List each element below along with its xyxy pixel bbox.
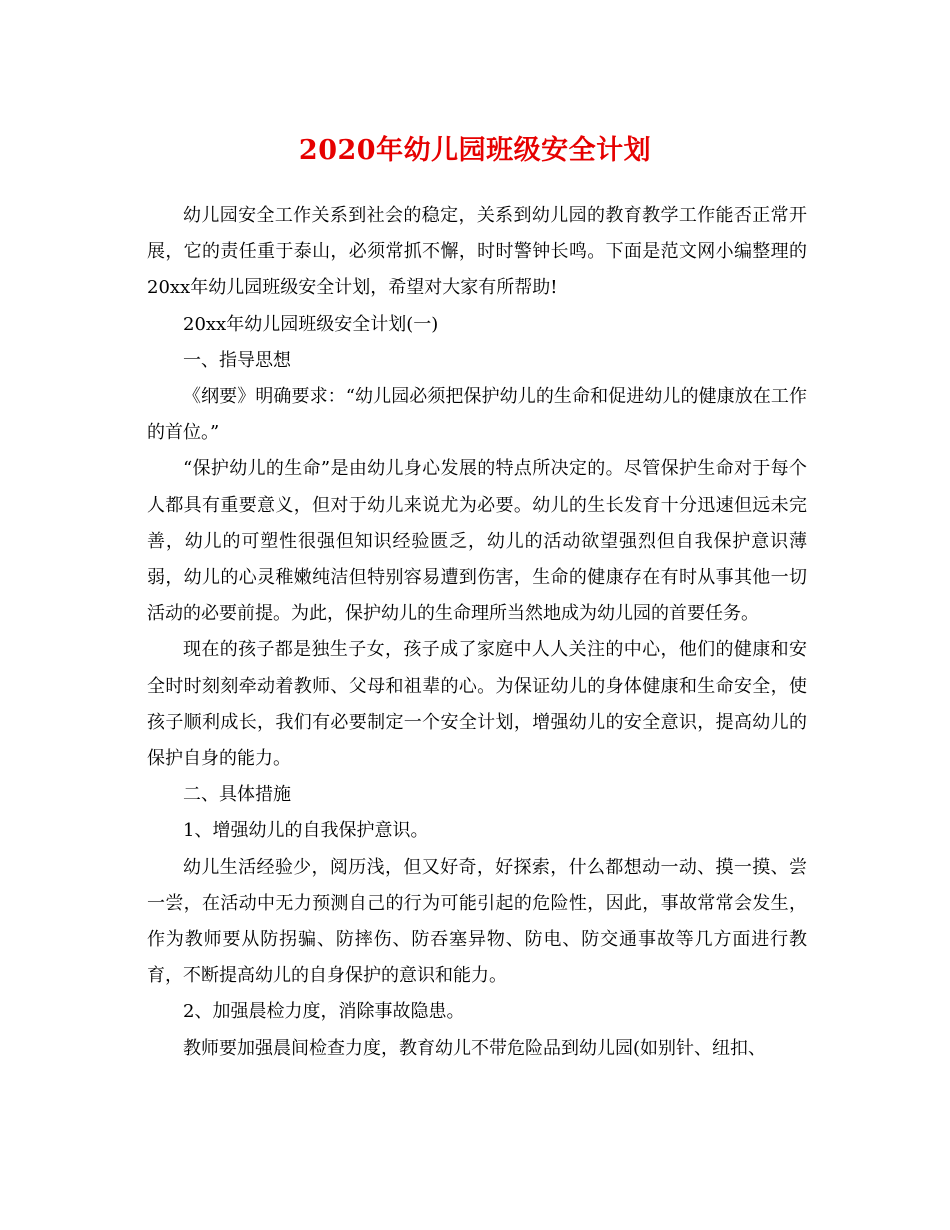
paragraph-measure-2: 教师要加强晨间检查力度，教育幼儿不带危险品到幼儿园(如别针、纽扣、: [183, 1037, 767, 1059]
document-body: [147, 198, 807, 1067]
paragraph-outline-requirement: 《纲要》明确要求：“幼儿园必须把保护幼儿的生命和促进幼儿的健康放在工作的首位。”: [147, 386, 807, 444]
paragraph-plan-heading: 20xx年幼儿园班级安全计划(一): [183, 313, 439, 335]
measure-heading-2: 2、加强晨检力度，消除事故隐患。: [183, 1001, 465, 1023]
section-heading-measures: 二、具体措施: [183, 784, 291, 806]
paragraph-only-children: 现在的孩子都是独生子女，孩子成了家庭中人人关注的中心，他们的健康和安全时时刻刻牵动着教师、父母和祖辈的心。为保证幼儿的身体健康和生命安全，使孩子顺利成长，我们有必要制定一个安全计划，增强幼儿的安全意识，提高幼儿的保护自身的能力。: [147, 639, 807, 770]
paragraph-protect-life: “保护幼儿的生命”是由幼儿身心发展的特点所决定的。尽管保护生命对于每个人都具有重要意义，但对于幼儿来说尤为必要。幼儿的生长发育十分迅速但远未完善，幼儿的可塑性很强但知识经验匮乏，幼儿的活动欲望强烈但自我保护意识薄弱，幼儿的心灵稚嫩纯洁但特别容易遭到伤害，生命的健康存在有时从事其他一切活动的必要前提。为此，保护幼儿的生命理所当然地成为幼儿园的首要任务。: [147, 458, 807, 625]
paragraph-intro: 幼儿园安全工作关系到社会的稳定，关系到幼儿园的教育教学工作能否正常开展，它的责任重于泰山，必须常抓不懈，时时警钟长鸣。下面是范文网小编整理的20xx年幼儿园班级安全计划，希望对大家有所帮助!: [147, 205, 807, 299]
section-heading-guiding-ideology: 一、指导思想: [183, 349, 291, 371]
measure-heading-1: 1、增强幼儿的自我保护意识。: [183, 820, 429, 842]
paragraph-measure-1: 幼儿生活经验少，阅历浅，但又好奇，好探索，什么都想动一动、摸一摸、尝一尝，在活动中无力预测自己的行为可能引起的危险性，因此，事故常常会发生，作为教师要从防拐骗、防摔伤、防吞塞异物、防电、防交通事故等几方面进行教育，不断提高幼儿的自身保护的意识和能力。: [147, 856, 807, 987]
document-title: 2020年幼儿园班级安全计划: [298, 135, 652, 166]
